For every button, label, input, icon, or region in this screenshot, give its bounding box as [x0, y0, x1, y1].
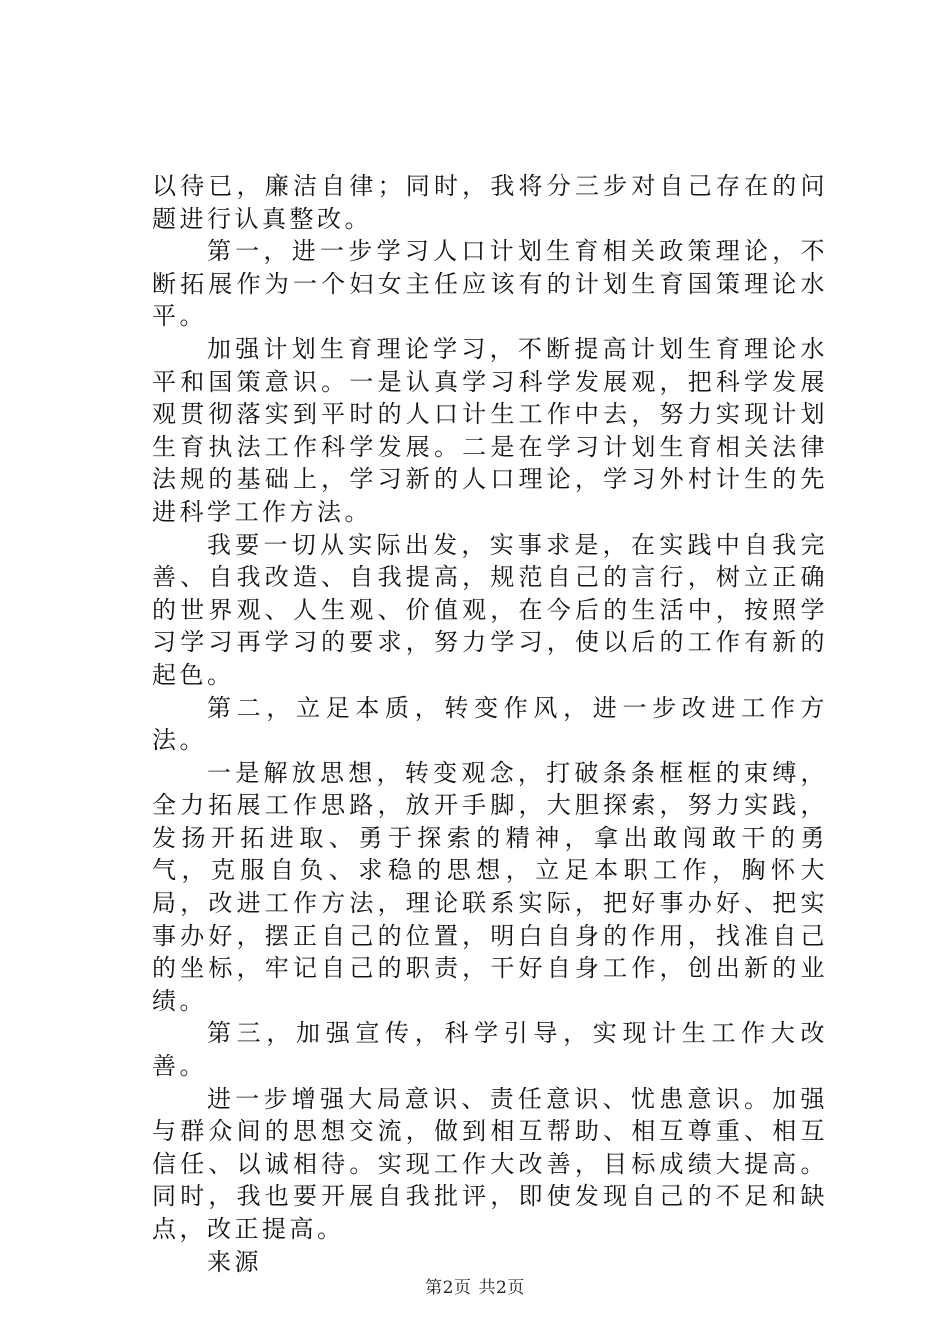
paragraph-8: 进一步增强大局意识、责任意识、忧患意识。加强与群众间的思想交流，做到相互帮助、相互尊重、相互信任、以诚相待。实现工作大改善，目标成绩大提高。同时，我也要开展自我批评，即使发现自己的不足和缺点，改正提高。 [152, 1084, 828, 1243]
paragraph-2: 第一，进一步学习人口计划生育相关政策理论，不断拓展作为一个妇女主任应该有的计划生育国策理论水平。 [152, 237, 828, 331]
page-total-label: 共2页 [478, 1278, 525, 1298]
paragraph-6: 一是解放思想，转变观念，打破条条框框的束缚，全力拓展工作思路，放开手脚，大胆探索，努力实践，发扬开拓进取、勇于探索的精神，拿出敢闯敢干的勇气，克服自负、求稳的思想，立足本职工作，胸怀大局，改进工作方法，理论联系实际，把好事办好、把实事办好，摆正自己的位置，明白自身的作用，找准自己的坐标，牢记自己的职责，干好自身工作，创出新的业绩。 [152, 758, 828, 1015]
page-number-label: 第2页 [425, 1278, 472, 1298]
paragraph-7: 第三，加强宣传，科学引导，实现计生工作大改善。 [152, 1019, 828, 1081]
document-body [152, 170, 828, 1278]
paragraph-1: 以待已，廉洁自律；同时，我将分三步对自己存在的问题进行认真整改。 [152, 172, 828, 233]
page-footer [0, 1278, 950, 1298]
paragraph-3: 加强计划生育理论学习，不断提高计划生育理论水平和国策意识。一是认真学习科学发展观，把科学发展观贯彻落实到平时的人口计生工作中去，努力实现计划生育执法工作科学发展。二是在学习计划生育相关法律法规的基础上，学习新的人口理论，学习外村计生的先进科学工作方法。 [152, 334, 828, 526]
paragraph-5: 第二，立足本质，转变作风，进一步改进工作方法。 [152, 693, 828, 755]
paragraph-4: 我要一切从实际出发，实事求是，在实践中自我完善、自我改造、自我提高，规范自己的言行，树立正确的世界观、人生观、价值观，在今后的生活中，按照学习学习再学习的要求，努力学习，使以后的工作有新的起色。 [152, 530, 828, 689]
paragraph-9: 来源 [207, 1247, 262, 1276]
